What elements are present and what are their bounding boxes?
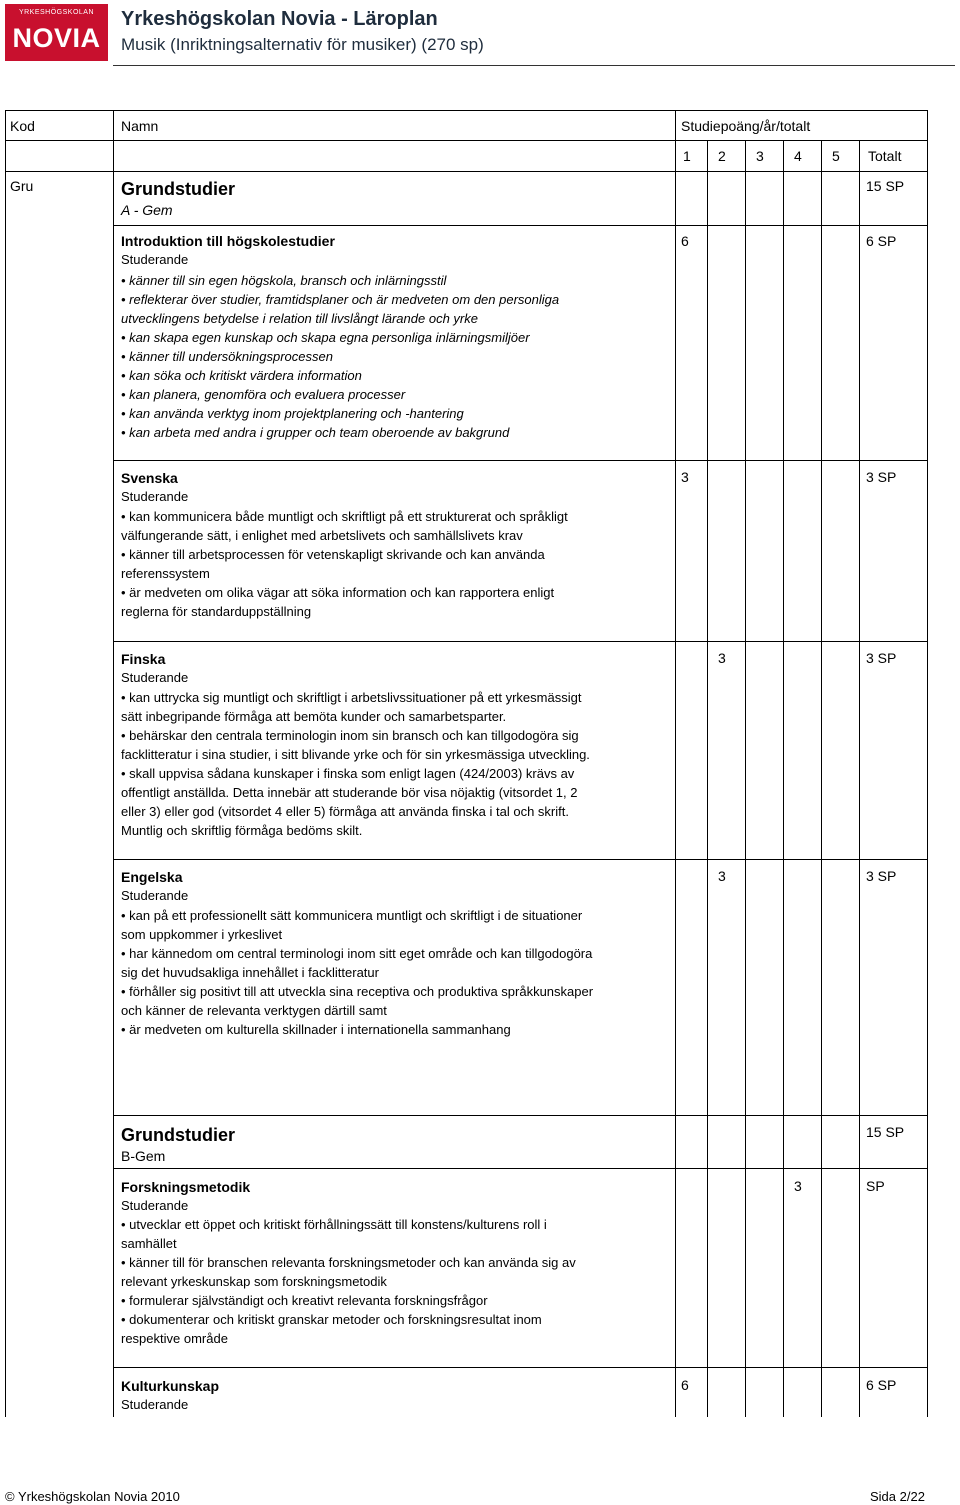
group-subtitle: B-Gem — [121, 1148, 166, 1164]
outcome-line: • är medveten om olika vägar att söka information och kan rapportera enligt — [121, 585, 555, 600]
outcome-line: offentligt anställda. Detta innebär att studerande bör visa nöjaktig (vitsordet 1, 2 — [121, 785, 578, 800]
outcome-line: utvecklingens betydelse i relation till livslångt lärande och yrke — [121, 311, 478, 326]
course-total: 6 SP — [866, 233, 897, 249]
course-label: Studerande — [121, 1198, 189, 1213]
outcome-line: som uppkommer i yrkeslivet — [121, 927, 283, 942]
outcome-line: • kan uttrycka sig muntligt och skriftligt i arbetslivssituationer på ett yrkesmässigt — [121, 690, 582, 705]
col-header-year-2: 2 — [718, 148, 726, 164]
outcome-line: samhället — [121, 1236, 177, 1251]
course-title: Kulturkunskap — [121, 1378, 220, 1394]
grid-line — [707, 140, 708, 1417]
outcome-line: • dokumenterar och kritiskt granskar metoder och forskningsresultat inom — [121, 1312, 542, 1327]
outcome-line: • har kännedom om central terminologi inom sitt eget område och kan tillgodogöra — [121, 946, 593, 961]
grid-line — [113, 1115, 928, 1116]
outcome-line: • formulerar självständigt och kreativt relevanta forskningsfrågor — [121, 1293, 488, 1308]
grid-line — [113, 110, 114, 1417]
outcome-line: • behärskar den centrala terminologin inom sin bransch och kan tillgodogöra sig — [121, 728, 579, 743]
grid-line — [5, 110, 6, 1417]
grid-line — [783, 140, 784, 1417]
outcome-line: • förhåller sig positivt till att utveckla sina receptiva och produktiva språkkunskaper — [121, 984, 594, 999]
course-title: Engelska — [121, 869, 183, 885]
outcome-line: sig det huvudsakliga innehållet i facklitteratur — [121, 965, 379, 980]
course-year-1: 3 — [681, 469, 689, 485]
novia-logo — [5, 4, 108, 61]
course-year-1: 6 — [681, 233, 689, 249]
grid-line — [675, 110, 676, 1417]
course-total: 6 SP — [866, 1377, 897, 1393]
course-total: 3 SP — [866, 469, 897, 485]
footer-page-number: Sida 2/22 — [870, 1489, 925, 1504]
header-divider — [113, 65, 955, 66]
course-title: Finska — [121, 651, 166, 667]
group-code: Gru — [10, 178, 34, 194]
outcome-line: • kan skapa egen kunskap och skapa egna personliga inlärningsmiljöer — [121, 330, 530, 345]
grid-line — [113, 1168, 928, 1169]
course-title: Introduktion till högskolestudier — [121, 233, 335, 249]
group-total: 15 SP — [866, 1124, 905, 1140]
grid-line — [5, 110, 928, 111]
course-title: Forskningsmetodik — [121, 1179, 251, 1195]
course-year-1: 6 — [681, 1377, 689, 1393]
grid-line — [745, 140, 746, 1417]
course-year-2: 3 — [718, 650, 726, 666]
outcome-line: • reflekterar över studier, framtidsplaner och är medveten om den personliga — [121, 292, 560, 307]
outcome-line: och känner de relevanta verktygen därtill samt — [121, 1003, 387, 1018]
course-outcomes — [121, 688, 590, 840]
outcome-line: • skall uppvisa sådana kunskaper i finska som enligt lagen (424/2003) krävs av — [121, 766, 575, 781]
col-header-year-4: 4 — [794, 148, 802, 164]
group-subtitle: A - Gem — [121, 202, 173, 218]
col-header-studiepoang: Studiepoäng/år/totalt — [681, 118, 811, 134]
col-header-namn: Namn — [121, 118, 159, 134]
outcome-line: Muntlig och skriftlig förmåga bedöms skilt. — [121, 823, 363, 838]
course-outcomes — [121, 1215, 576, 1348]
outcome-line: • kan på ett professionellt sätt kommunicera muntligt och skriftligt i de situationer — [121, 908, 583, 923]
outcome-line: • kan använda verktyg inom projektplanering och -hantering — [121, 406, 464, 421]
outcome-line: • utvecklar ett öppet och kritiskt förhållningssätt till konstens/kulturens roll i — [121, 1217, 547, 1232]
outcome-line: eller 3) eller god (vitsordet 4 eller 5) förmåga att använda finska i tal och skrift. — [121, 804, 569, 819]
grid-line — [113, 1367, 928, 1368]
outcome-line: • känner till arbetsprocessen för vetenskapligt skrivande och kan använda — [121, 547, 545, 562]
course-label: Studerande — [121, 252, 189, 267]
course-label: Studerande — [121, 888, 189, 903]
outcome-line: reglerna för standarduppställning — [121, 604, 312, 619]
outcome-line: • känner till sin egen högskola, bransch och inlärningsstil — [121, 273, 447, 288]
footer-copyright: © Yrkeshögskolan Novia 2010 — [5, 1489, 180, 1504]
col-header-kod: Kod — [10, 118, 35, 134]
group-title: Grundstudier — [121, 1125, 236, 1145]
course-total: 3 SP — [866, 868, 897, 884]
outcome-line: • är medveten om kulturella skillnader i internationella sammanhang — [121, 1022, 511, 1037]
course-outcomes — [121, 906, 593, 1039]
grid-line — [113, 641, 928, 642]
outcome-line: • kan kommunicera både muntligt och skriftligt på ett strukturerat och språkligt — [121, 509, 568, 524]
outcome-line: • kan arbeta med andra i grupper och team oberoende av bakgrund — [121, 425, 510, 440]
logo-main-text: NOVIA — [12, 23, 101, 53]
course-total: 3 SP — [866, 650, 897, 666]
grid-line — [113, 859, 928, 860]
col-header-totalt: Totalt — [868, 148, 902, 164]
outcome-line: • kan söka och kritiskt värdera information — [121, 368, 362, 383]
page-title: Yrkeshögskolan Novia - Läroplan — [121, 8, 438, 30]
outcome-line: facklitteratur i sina studier, i sitt blivande yrke och för sin yrkesmässiga utveckling. — [121, 747, 590, 762]
col-header-year-1: 1 — [683, 148, 691, 164]
outcome-line: • känner till undersökningsprocessen — [121, 349, 333, 364]
outcome-line: • känner till för branschen relevanta forskningsmetoder och kan använda sig av — [121, 1255, 576, 1270]
col-header-year-5: 5 — [832, 148, 840, 164]
outcome-line: sätt inbegripande förmåga att bemöta kunder och samarbetsparter. — [121, 709, 507, 724]
course-outcomes — [121, 507, 568, 621]
grid-line — [5, 171, 928, 172]
col-header-year-3: 3 — [756, 148, 764, 164]
outcome-line: respektive område — [121, 1331, 228, 1346]
group-title: Grundstudier — [121, 179, 236, 199]
course-year-2: 3 — [718, 868, 726, 884]
grid-line — [113, 225, 928, 226]
outcome-line: relevant yrkeskunskap som forskningsmetodik — [121, 1274, 387, 1289]
course-outcomes — [121, 271, 559, 442]
outcome-line: referenssystem — [121, 566, 210, 581]
course-label: Studerande — [121, 1397, 189, 1412]
course-total: SP — [866, 1178, 885, 1194]
grid-line — [821, 140, 822, 1417]
grid-line — [5, 140, 928, 141]
grid-line — [859, 140, 860, 1417]
grid-line — [113, 460, 928, 461]
group-total: 15 SP — [866, 178, 905, 194]
grid-line — [927, 110, 928, 1417]
outcome-line: välfungerande sätt, i enlighet med arbetslivets och samhällslivets krav — [121, 528, 523, 543]
course-label: Studerande — [121, 489, 189, 504]
course-label: Studerande — [121, 670, 189, 685]
course-year-4: 3 — [794, 1178, 802, 1194]
page-subtitle: Musik (Inriktningsalternativ för musiker) (270 sp) — [121, 35, 484, 54]
outcome-line: • kan planera, genomföra och evaluera processer — [121, 387, 406, 402]
logo-top-text: YRKESHÖGSKOLAN — [18, 9, 95, 16]
course-title: Svenska — [121, 470, 178, 486]
